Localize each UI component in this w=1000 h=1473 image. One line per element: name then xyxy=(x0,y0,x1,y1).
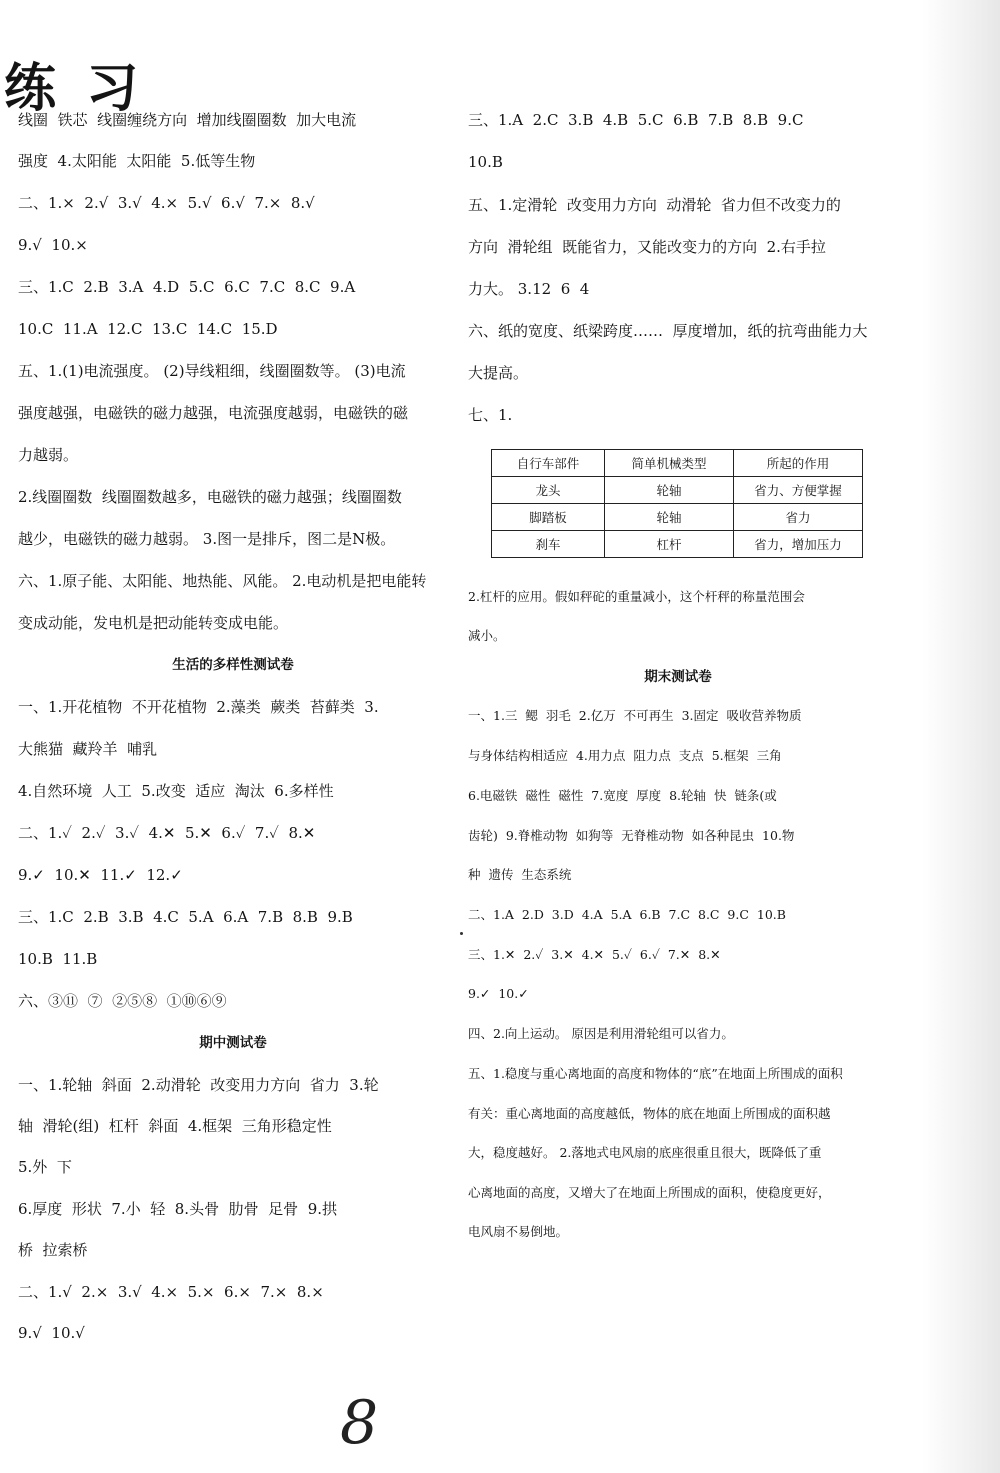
answer-line: 2.线圈圈数 线圈圈数越多，电磁铁的磁力越强；线圈圈数 xyxy=(18,488,402,506)
table-row xyxy=(492,531,863,558)
answer-line: 一、1.开花植物 不开花植物 2.藻类 蕨类 苔藓类 3. xyxy=(18,698,379,716)
answer-line: 三、1.A 2.C 3.B 4.B 5.C 6.B 7.B 8.B 9.C xyxy=(468,111,804,129)
answer-line: 四、2.向上运动。 原因是利用滑轮组可以省力。 xyxy=(468,1026,734,1041)
answer-line: 五、1.稳度与重心离地面的高度和物体的“底”在地面上所围成的面积 xyxy=(468,1066,843,1081)
bicycle-parts-table xyxy=(491,449,863,558)
answer-line: 大，稳度越好。 2.落地式电风扇的底座很重且很大，既降低了重 xyxy=(468,1145,822,1160)
answer-line: 六、纸的宽度、纸梁跨度…… 厚度增加，纸的抗弯曲能力大 xyxy=(468,322,868,340)
answer-line: 方向 滑轮组 既能省力，又能改变力的方向 2.右手拉 xyxy=(468,238,826,256)
section-title-final: 期末测试卷 xyxy=(644,669,712,685)
table-row xyxy=(492,477,863,504)
answer-line: 大熊猫 藏羚羊 哺乳 xyxy=(18,740,158,758)
page-heading: 练 习 xyxy=(4,58,145,119)
answer-line: 三、1.C 2.B 3.B 4.C 5.A 6.A 7.B 8.B 9.B xyxy=(18,908,353,926)
answer-line: 与身体结构相适应 4.用力点 阻力点 支点 5.框架 三角 xyxy=(468,748,782,763)
answer-line: 5.外 下 xyxy=(18,1158,72,1176)
answer-line: 六、③⑪ ⑦ ②⑤⑧ ①⑩⑥⑨ xyxy=(18,992,227,1010)
answer-line: 电风扇不易倒地。 xyxy=(468,1224,569,1239)
page-edge-shadow xyxy=(922,0,1000,1473)
table-cell: 轮轴 xyxy=(605,504,734,531)
handwritten-page-number: 8 xyxy=(340,1388,379,1458)
answer-line: 有关：重心离地面的高度越低，物体的底在地面上所围成的面积越 xyxy=(468,1106,831,1121)
table-header-cell: 自行车部件 xyxy=(492,450,605,477)
table-row xyxy=(492,504,863,531)
answer-line: 力大。 3.12 6 4 xyxy=(468,280,590,298)
answer-line: 9.√ 10.√ xyxy=(18,1324,85,1342)
answer-line: 三、1.✕ 2.✓ 3.✕ 4.✕ 5.✓ 6.✓ 7.✕ 8.✕ xyxy=(468,947,721,962)
answer-line: 减小。 xyxy=(468,628,506,643)
stray-mark xyxy=(460,932,463,935)
answer-line: 越少，电磁铁的磁力越弱。 3.图一是排斥，图二是N极。 xyxy=(18,530,396,548)
answer-line: 6.电磁铁 磁性 磁性 7.宽度 厚度 8.轮轴 快 链条(或 xyxy=(468,788,777,803)
answer-line: 六、1.原子能、太阳能、地热能、风能。 2.电动机是把电能转 xyxy=(18,572,427,590)
answer-line: 轴 滑轮(组) 杠杆 斜面 4.框架 三角形稳定性 xyxy=(18,1117,332,1135)
table-cell: 省力，增加压力 xyxy=(734,531,863,558)
answer-line: 9.✓ 10.✓ xyxy=(468,986,529,1001)
section-title-diversity: 生活的多样性测试卷 xyxy=(172,657,294,673)
answer-line: 强度 4.太阳能 太阳能 5.低等生物 xyxy=(18,152,256,170)
answer-line: 二、1.A 2.D 3.D 4.A 5.A 6.B 7.C 8.C 9.C 10.B xyxy=(468,907,786,922)
answer-line: 二、1.√ 2.× 3.√ 4.× 5.× 6.× 7.× 8.× xyxy=(18,1283,324,1301)
answer-line: 七、1. xyxy=(468,406,513,424)
answer-line: 10.C 11.A 12.C 13.C 14.C 15.D xyxy=(18,320,278,338)
table-cell: 省力、方便掌握 xyxy=(734,477,863,504)
answer-line: 二、1.✓ 2.✓ 3.✓ 4.✕ 5.✕ 6.✓ 7.✓ 8.✕ xyxy=(18,824,316,842)
answer-line: 五、1.(1)电流强度。 (2)导线粗细，线圈圈数等。 (3)电流 xyxy=(18,362,406,380)
answer-line: 五、1.定滑轮 改变用力方向 动滑轮 省力但不改变力的 xyxy=(468,196,841,214)
table-cell: 脚踏板 xyxy=(492,504,605,531)
table-cell: 省力 xyxy=(734,504,863,531)
answer-line: 10.B 11.B xyxy=(18,950,98,968)
answer-line: 强度越强，电磁铁的磁力越强，电流强度越弱，电磁铁的磁 xyxy=(18,404,409,422)
answer-line: 2.杠杆的应用。假如秤砣的重量减小，这个杆秤的称量范围会 xyxy=(468,589,805,604)
table-header-cell: 所起的作用 xyxy=(734,450,863,477)
answer-line: 桥 拉索桥 xyxy=(18,1241,88,1259)
answer-line: 力越弱。 xyxy=(18,446,79,464)
answer-line: 线圈 铁芯 线圈缠绕方向 增加线圈圈数 加大电流 xyxy=(18,111,357,129)
answer-line: 6.厚度 形状 7.小 轻 8.头骨 肋骨 足骨 9.拱 xyxy=(18,1200,338,1218)
answer-line: 一、1.轮轴 斜面 2.动滑轮 改变用力方向 省力 3.轮 xyxy=(18,1076,379,1094)
table-header-row xyxy=(492,450,863,477)
answer-line: 9.✓ 10.✕ 11.✓ 12.✓ xyxy=(18,866,183,884)
answer-line: 三、1.C 2.B 3.A 4.D 5.C 6.C 7.C 8.C 9.A xyxy=(18,278,356,296)
answer-line: 10.B xyxy=(468,153,503,171)
answer-line: 种 遗传 生态系统 xyxy=(468,867,572,882)
answer-line: 变成动能，发电机是把动能转变成电能。 xyxy=(18,614,289,632)
table-cell: 龙头 xyxy=(492,477,605,504)
table-cell: 杠杆 xyxy=(605,531,734,558)
table-cell: 刹车 xyxy=(492,531,605,558)
answer-line: 二、1.× 2.√ 3.√ 4.× 5.√ 6.√ 7.× 8.√ xyxy=(18,194,315,212)
section-title-midterm: 期中测试卷 xyxy=(199,1035,267,1051)
answer-line: 一、1.三 鳃 羽毛 2.亿万 不可再生 3.固定 吸收营养物质 xyxy=(468,708,802,723)
table-cell: 轮轴 xyxy=(605,477,734,504)
answer-line: 4.自然环境 人工 5.改变 适应 淘汰 6.多样性 xyxy=(18,782,334,800)
answer-line: 9.√ 10.× xyxy=(18,236,88,254)
answer-line: 心离地面的高度，又增大了在地面上所围成的面积，使稳度更好， xyxy=(468,1185,831,1200)
answer-line: 大提高。 xyxy=(468,364,529,382)
table-header-cell: 简单机械类型 xyxy=(605,450,734,477)
answer-line: 齿轮) 9.脊椎动物 如狗等 无脊椎动物 如各种昆虫 10.物 xyxy=(468,828,795,843)
